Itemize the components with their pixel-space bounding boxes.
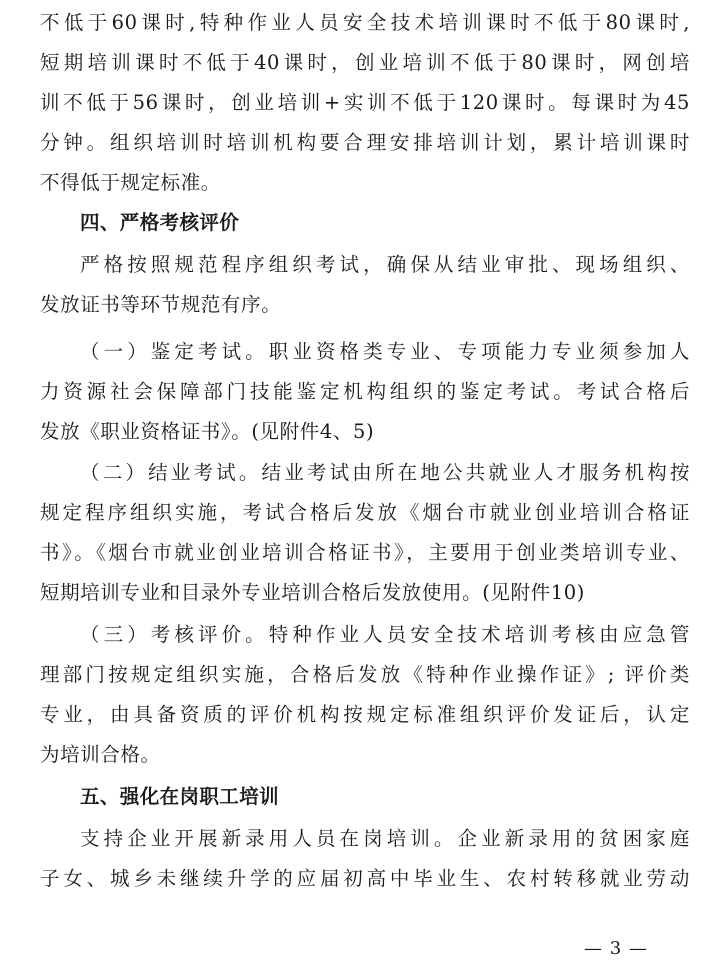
line-text: 短期培训专业和目录外专业培训合格后发放使用。(见附件10) <box>40 581 585 604</box>
line-text: 职业资格类专业、专项能力专业须参加人 <box>268 340 690 363</box>
paragraph-line <box>40 89 690 117</box>
subsection-lead: （二）结业考试。 <box>80 461 262 484</box>
paragraph-line <box>40 291 690 319</box>
paragraph-line <box>40 741 690 769</box>
line-text: 支持企业开展新录用人员在岗培训。企业新录用的贫困家庭 <box>80 827 690 850</box>
line-text: 严格按照规范程序组织考试，确保从结业审批、现场组织、 <box>80 253 690 276</box>
paragraph-line <box>40 378 690 406</box>
line-text: 理部门按规定组织实施，合格后发放《特种作业操作证》; 评价类 <box>40 663 690 686</box>
paragraph-line <box>40 865 690 893</box>
line-text: 训不低于56课时，创业培训+实训不低于120课时。每课时为45 <box>40 91 690 114</box>
subsection-line <box>80 338 690 366</box>
line-text: 书》。《烟台市就业创业培训合格证书》，主要用于创业类培训专业、 <box>40 541 690 564</box>
heading-text: 五、强化在岗职工培训 <box>80 785 280 808</box>
heading-text: 四、严格考核评价 <box>80 211 240 234</box>
paragraph-line <box>80 251 690 279</box>
line-text: 力资源社会保障部门技能鉴定机构组织的鉴定考试。考试合格后 <box>40 380 690 403</box>
subsection-lead: （一）鉴定考试。 <box>80 340 269 363</box>
section-heading <box>80 783 690 811</box>
paragraph-line <box>40 418 690 446</box>
paragraph-line <box>40 499 690 527</box>
paragraph-line <box>40 701 690 729</box>
line-text: 分钟。组织培训时培训机构要合理安排培训计划，累计培训课时 <box>40 131 690 154</box>
line-text: 专业，由具备资质的评价机构按规定标准组织评价发证后，认定 <box>40 703 690 726</box>
line-text: 结业考试由所在地公共就业人才服务机构按 <box>261 461 690 484</box>
line-text: 发放《职业资格证书》。(见附件4、5) <box>40 420 375 443</box>
line-text: 不得低于规定标准。 <box>40 171 221 194</box>
paragraph-line <box>40 129 690 157</box>
paragraph-line <box>40 49 690 77</box>
line-text: 规定程序组织实施，考试合格后发放《烟台市就业创业培训合格证 <box>40 501 690 524</box>
section-heading <box>80 209 690 237</box>
line-text: 子女、城乡未继续升学的应届初高中毕业生、农村转移就业劳动 <box>40 867 690 890</box>
line-text: 不低于60课时,特种作业人员安全技术培训课时不低于80课时, <box>40 11 690 34</box>
line-text: 为培训合格。 <box>40 743 161 766</box>
subsection-line <box>80 621 690 649</box>
paragraph-line <box>40 539 690 567</box>
line-text: 短期培训课时不低于40课时，创业培训不低于80课时，网创培 <box>40 51 690 74</box>
paragraph-line <box>40 169 690 197</box>
line-text: 发放证书等环节规范有序。 <box>40 293 282 316</box>
paragraph-line <box>80 825 690 853</box>
subsection-line <box>80 459 690 487</box>
paragraph-line <box>40 661 690 689</box>
paragraph-line <box>40 9 690 37</box>
subsection-lead: （三）考核评价。 <box>80 623 269 646</box>
line-text: 特种作业人员安全技术培训考核由应急管 <box>268 623 690 646</box>
page-number: — 3 — <box>584 938 648 959</box>
paragraph-line <box>40 579 690 607</box>
